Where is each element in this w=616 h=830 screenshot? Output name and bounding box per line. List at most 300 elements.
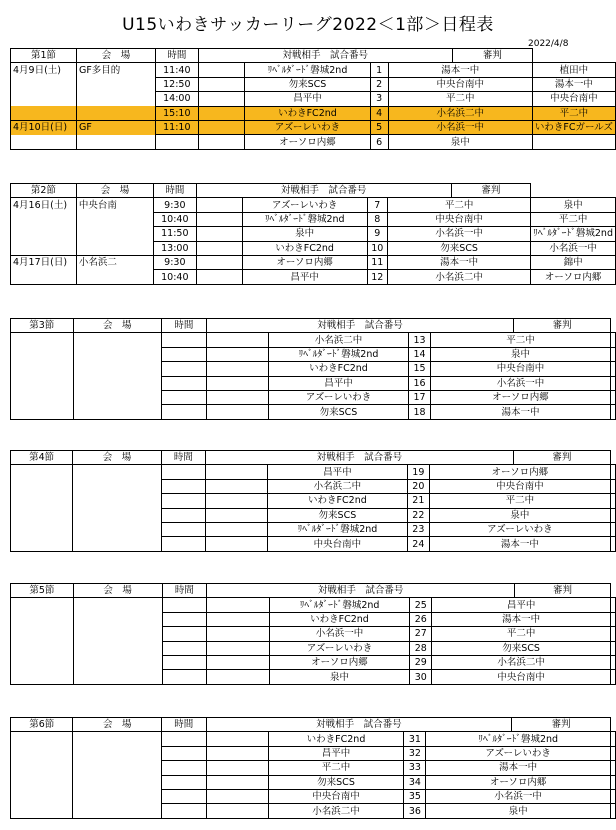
match-number: 7	[367, 198, 387, 212]
match-date	[11, 212, 77, 226]
match-date: 4月9日(土)	[11, 63, 77, 77]
spacer-cell	[206, 465, 268, 479]
home-team: 勿来SCS	[268, 775, 404, 789]
referee-team	[611, 655, 616, 669]
time-header: 時間	[161, 451, 205, 465]
section-table	[10, 583, 616, 685]
spacer-cell	[206, 347, 268, 361]
match-number: 11	[367, 255, 387, 269]
referee-team	[611, 508, 616, 522]
match-venue	[73, 641, 162, 655]
away-team: 小名浜一中	[430, 376, 610, 390]
match-date	[11, 227, 77, 241]
section-name: 第6節	[11, 718, 73, 732]
spacer-cell	[206, 522, 268, 536]
home-team: アズーレいわき	[268, 390, 408, 404]
home-team: オーソロ内郷	[245, 135, 370, 149]
away-team: 勿来SCS	[432, 641, 611, 655]
match-venue	[73, 405, 162, 419]
venue-header: 会 場	[73, 584, 162, 598]
match-venue	[73, 376, 162, 390]
referee-team: 錦中	[531, 255, 616, 269]
home-team: いわきFC2nd	[267, 494, 407, 508]
match-venue	[73, 627, 162, 641]
home-team: いわきFC2nd	[268, 362, 408, 376]
match-venue	[76, 241, 153, 255]
match-date	[11, 479, 73, 493]
away-team: オーソロ内郷	[426, 775, 611, 789]
match-venue	[73, 670, 162, 684]
table-row	[11, 508, 616, 522]
match-number: 32	[404, 746, 426, 760]
table-row	[11, 494, 616, 508]
header-row	[11, 718, 616, 732]
match-date	[11, 347, 74, 361]
away-team: 湯本一中	[432, 612, 611, 626]
table-row	[11, 804, 616, 818]
match-number: 31	[404, 732, 426, 746]
referee-team: 泉中	[531, 198, 616, 212]
table-row	[11, 465, 616, 479]
away-team: 湯本一中	[388, 255, 531, 269]
section-name: 第3節	[11, 319, 74, 333]
match-date	[11, 627, 74, 641]
match-number: 24	[407, 537, 429, 551]
match-time	[162, 612, 207, 626]
match-number: 20	[407, 479, 429, 493]
match-number: 23	[407, 522, 429, 536]
match-time	[156, 135, 199, 149]
match-date	[11, 241, 77, 255]
home-team: 昌平中	[267, 465, 407, 479]
match-venue: GF多目的	[76, 63, 155, 77]
table-row	[11, 347, 616, 361]
match-time	[161, 775, 206, 789]
match-date	[11, 804, 73, 818]
match-time	[162, 641, 207, 655]
table-row	[11, 77, 616, 91]
table-row	[11, 405, 616, 419]
table-row	[11, 746, 616, 760]
match-number: 36	[404, 804, 426, 818]
away-team: 泉中	[388, 135, 532, 149]
home-team: 小名浜二中	[268, 333, 408, 347]
match-time	[162, 333, 207, 347]
match-venue	[73, 746, 162, 760]
home-team: いわきFC2nd	[242, 241, 367, 255]
referee-team	[611, 775, 616, 789]
match-time	[162, 347, 207, 361]
match-time: 11:10	[156, 120, 199, 134]
match-time	[161, 804, 206, 818]
table-row	[11, 376, 616, 390]
referee-team: 湯本一中	[532, 77, 615, 91]
match-time	[162, 627, 207, 641]
table-row	[11, 120, 616, 134]
match-time: 9:30	[154, 198, 196, 212]
spacer-cell	[198, 77, 245, 91]
table-row	[11, 198, 616, 212]
match-date	[11, 465, 73, 479]
match-venue	[76, 270, 153, 284]
spacer-cell	[206, 775, 268, 789]
referee-header: 審判	[451, 184, 530, 198]
match-venue	[73, 537, 161, 551]
match-number: 19	[407, 465, 429, 479]
spacer-cell	[196, 241, 242, 255]
away-team: アズーレいわき	[429, 522, 610, 536]
referee-team	[611, 333, 616, 347]
header-row	[11, 319, 616, 333]
match-number: 25	[410, 598, 432, 612]
table-row	[11, 641, 616, 655]
away-team: 平二中	[432, 627, 611, 641]
referee-team	[611, 641, 616, 655]
match-date: 4月10日(日)	[11, 120, 77, 134]
spacer-cell	[206, 494, 268, 508]
table-row	[11, 789, 616, 803]
home-team: オーソロ内郷	[242, 255, 367, 269]
time-header: 時間	[162, 319, 207, 333]
match-date	[11, 537, 73, 551]
table-row	[11, 732, 616, 746]
referee-team: 中央台南中	[532, 92, 615, 106]
away-team: 昌平中	[432, 598, 611, 612]
match-venue: GF	[76, 120, 155, 134]
venue-header: 会 場	[76, 49, 155, 63]
table-row	[11, 255, 616, 269]
away-team: ﾘﾍﾞﾙﾀﾞｰﾄﾞ磐城2nd	[426, 732, 611, 746]
home-team: オーソロ内郷	[269, 655, 410, 669]
away-team: 勿来SCS	[388, 241, 531, 255]
match-date: 4月16日(土)	[11, 198, 77, 212]
header-row	[11, 49, 616, 63]
match-number: 12	[367, 270, 387, 284]
section-table	[10, 183, 616, 285]
spacer-cell	[198, 92, 245, 106]
spacer-cell	[207, 655, 269, 669]
match-date	[11, 390, 74, 404]
match-time: 13:00	[154, 241, 196, 255]
match-time	[161, 789, 206, 803]
match-date	[11, 77, 77, 91]
match-number: 4	[370, 106, 388, 120]
away-team: 泉中	[429, 508, 610, 522]
table-row	[11, 655, 616, 669]
match-date	[11, 761, 73, 775]
match-venue	[73, 612, 162, 626]
away-team: 泉中	[426, 804, 611, 818]
spacer-cell	[207, 612, 269, 626]
match-date	[11, 106, 77, 120]
match-time: 15:10	[156, 106, 199, 120]
away-team: オーソロ内郷	[430, 390, 610, 404]
table-row	[11, 479, 616, 493]
match-date	[11, 270, 77, 284]
table-row	[11, 362, 616, 376]
match-time	[162, 655, 207, 669]
document-date: 2022/4/8	[528, 39, 569, 49]
match-number: 15	[409, 362, 431, 376]
match-number: 28	[410, 641, 432, 655]
match-number: 5	[370, 120, 388, 134]
referee-header: 審判	[452, 49, 532, 63]
home-team: 昌平中	[242, 270, 367, 284]
home-team: 昌平中	[245, 92, 370, 106]
away-team: 平二中	[388, 198, 531, 212]
match-venue	[76, 135, 155, 149]
home-team: 中央台南中	[267, 537, 407, 551]
spacer-cell	[196, 227, 242, 241]
opponent-header: 対戦相手 試合番号	[196, 184, 451, 198]
header-row	[11, 184, 616, 198]
section-name: 第5節	[11, 584, 74, 598]
home-team: アズーレいわき	[242, 198, 367, 212]
table-row	[11, 135, 616, 149]
spacer-cell	[198, 106, 245, 120]
match-number: 2	[370, 77, 388, 91]
match-number: 9	[367, 227, 387, 241]
referee-header: 審判	[514, 319, 611, 333]
match-number: 26	[410, 612, 432, 626]
spacer-cell	[198, 135, 245, 149]
match-date	[11, 732, 73, 746]
spacer-cell	[206, 508, 268, 522]
referee-team	[611, 732, 616, 746]
time-header: 時間	[161, 718, 206, 732]
referee-team: 平二中	[532, 106, 615, 120]
venue-header: 会 場	[73, 718, 162, 732]
away-team: 湯本一中	[430, 405, 610, 419]
header-row	[11, 584, 616, 598]
match-date	[11, 775, 73, 789]
section-name: 第2節	[11, 184, 77, 198]
section-name: 第1節	[11, 49, 77, 63]
venue-header: 会 場	[73, 319, 162, 333]
page-title: U15いわきサッカーリーグ2022＜1部＞日程表	[122, 15, 494, 35]
match-venue	[73, 789, 162, 803]
match-time: 10:40	[154, 212, 196, 226]
opponent-header: 対戦相手 試合番号	[206, 319, 514, 333]
table-row	[11, 627, 616, 641]
match-time	[162, 670, 207, 684]
spacer-cell	[206, 390, 268, 404]
match-date	[11, 522, 73, 536]
home-team: 平二中	[268, 761, 404, 775]
spacer-cell	[206, 746, 268, 760]
away-team: 小名浜二中	[432, 655, 611, 669]
referee-team	[611, 746, 616, 760]
spacer-cell	[198, 120, 245, 134]
match-number: 10	[367, 241, 387, 255]
referee-team	[611, 670, 616, 684]
referee-team: オーソロ内郷	[531, 270, 616, 284]
table-row	[11, 775, 616, 789]
home-team: 中央台南中	[268, 789, 404, 803]
match-time	[161, 761, 206, 775]
section-table	[10, 717, 616, 819]
referee-team	[611, 405, 616, 419]
match-date	[11, 333, 74, 347]
match-time	[162, 405, 207, 419]
header-row	[11, 451, 616, 465]
match-venue	[73, 465, 161, 479]
away-team: 中央台南中	[432, 670, 611, 684]
home-team: いわきFC2nd	[269, 612, 410, 626]
referee-team	[611, 390, 616, 404]
match-number: 21	[407, 494, 429, 508]
referee-header: 審判	[514, 584, 610, 598]
match-venue	[73, 494, 161, 508]
referee-team	[611, 479, 616, 493]
home-team: ﾘﾍﾞﾙﾀﾞｰﾄﾞ磐城2nd	[267, 522, 407, 536]
venue-header: 会 場	[76, 184, 153, 198]
match-time: 12:50	[156, 77, 199, 91]
match-time	[161, 465, 205, 479]
time-header: 時間	[154, 184, 196, 198]
away-team: 中央台南中	[388, 212, 531, 226]
away-team: 小名浜一中	[426, 789, 611, 803]
match-venue	[76, 77, 155, 91]
spacer-cell	[206, 376, 268, 390]
away-team: アズーレいわき	[426, 746, 611, 760]
away-team: 小名浜二中	[388, 106, 532, 120]
opponent-header: 対戦相手 試合番号	[207, 584, 515, 598]
home-team: ﾘﾍﾞﾙﾀﾞｰﾄﾞ磐城2nd	[245, 63, 370, 77]
match-number: 33	[404, 761, 426, 775]
home-team: ﾘﾍﾞﾙﾀﾞｰﾄﾞ磐城2nd	[269, 598, 410, 612]
home-team: アズーレいわき	[269, 641, 410, 655]
match-date	[11, 670, 74, 684]
spacer-cell	[206, 789, 268, 803]
referee-team	[611, 789, 616, 803]
match-date	[11, 789, 73, 803]
match-number: 22	[407, 508, 429, 522]
home-team: いわきFC2nd	[245, 106, 370, 120]
match-date	[11, 362, 74, 376]
table-row	[11, 761, 616, 775]
match-time	[161, 732, 206, 746]
away-team: 小名浜一中	[388, 120, 532, 134]
referee-team	[611, 522, 616, 536]
match-venue	[76, 227, 153, 241]
match-date	[11, 135, 77, 149]
away-team: 中央台南中	[429, 479, 610, 493]
match-number: 13	[409, 333, 431, 347]
match-time: 9:30	[154, 255, 196, 269]
table-row	[11, 670, 616, 684]
referee-team	[532, 135, 615, 149]
referee-team	[611, 598, 616, 612]
away-team: 小名浜二中	[388, 270, 531, 284]
table-row	[11, 598, 616, 612]
spacer-cell	[207, 670, 269, 684]
spacer-cell	[196, 212, 242, 226]
referee-team	[611, 465, 616, 479]
spacer-cell	[206, 732, 268, 746]
match-time	[161, 522, 205, 536]
referee-team	[611, 537, 616, 551]
referee-team: ﾘﾍﾞﾙﾀﾞｰﾄﾞ磐城2nd	[531, 227, 616, 241]
referee-team	[611, 362, 616, 376]
match-date	[11, 405, 74, 419]
match-time	[161, 494, 205, 508]
section-table	[10, 450, 616, 552]
home-team: ﾘﾍﾞﾙﾀﾞｰﾄﾞ磐城2nd	[268, 347, 408, 361]
match-number: 34	[404, 775, 426, 789]
match-time	[161, 537, 205, 551]
referee-team	[611, 347, 616, 361]
match-number: 35	[404, 789, 426, 803]
spacer-cell	[196, 255, 242, 269]
home-team: 勿来SCS	[268, 405, 408, 419]
match-number: 6	[370, 135, 388, 149]
section-table	[10, 318, 616, 420]
away-team: 泉中	[430, 347, 610, 361]
match-venue	[73, 732, 162, 746]
table-row	[11, 63, 616, 77]
match-number: 3	[370, 92, 388, 106]
match-date	[11, 598, 74, 612]
match-time	[162, 376, 207, 390]
spacer-cell	[198, 63, 245, 77]
referee-team	[611, 627, 616, 641]
match-number: 8	[367, 212, 387, 226]
match-number: 27	[410, 627, 432, 641]
away-team: 湯本一中	[429, 537, 610, 551]
match-venue	[73, 333, 162, 347]
table-row	[11, 241, 616, 255]
table-row	[11, 212, 616, 226]
home-team: 昌平中	[268, 746, 404, 760]
table-row	[11, 92, 616, 106]
referee-team	[611, 761, 616, 775]
match-date: 4月17日(日)	[11, 255, 77, 269]
match-venue: 中央台南	[76, 198, 153, 212]
home-team: いわきFC2nd	[268, 732, 404, 746]
match-venue	[76, 212, 153, 226]
match-venue	[73, 761, 162, 775]
away-team: オーソロ内郷	[429, 465, 610, 479]
referee-header: 審判	[513, 451, 610, 465]
match-time	[162, 390, 207, 404]
match-time: 11:40	[156, 63, 199, 77]
home-team: 小名浜一中	[269, 627, 410, 641]
match-venue: 小名浜二	[76, 255, 153, 269]
referee-team: 植田中	[532, 63, 615, 77]
referee-team: いわきFCガールズ	[532, 120, 615, 134]
spacer-cell	[207, 598, 269, 612]
match-date	[11, 92, 77, 106]
section-table	[10, 48, 616, 150]
spacer-cell	[206, 333, 268, 347]
away-team: 中央台南中	[430, 362, 610, 376]
spacer-cell	[207, 627, 269, 641]
match-number: 18	[409, 405, 431, 419]
referee-header: 審判	[512, 718, 611, 732]
away-team: 平二中	[388, 92, 532, 106]
match-date	[11, 508, 73, 522]
time-header: 時間	[162, 584, 207, 598]
match-venue	[73, 508, 161, 522]
spacer-cell	[206, 405, 268, 419]
spacer-cell	[206, 761, 268, 775]
match-date	[11, 494, 73, 508]
spacer-cell	[207, 641, 269, 655]
match-date	[11, 376, 74, 390]
match-time	[161, 508, 205, 522]
away-team: 湯本一中	[388, 63, 532, 77]
